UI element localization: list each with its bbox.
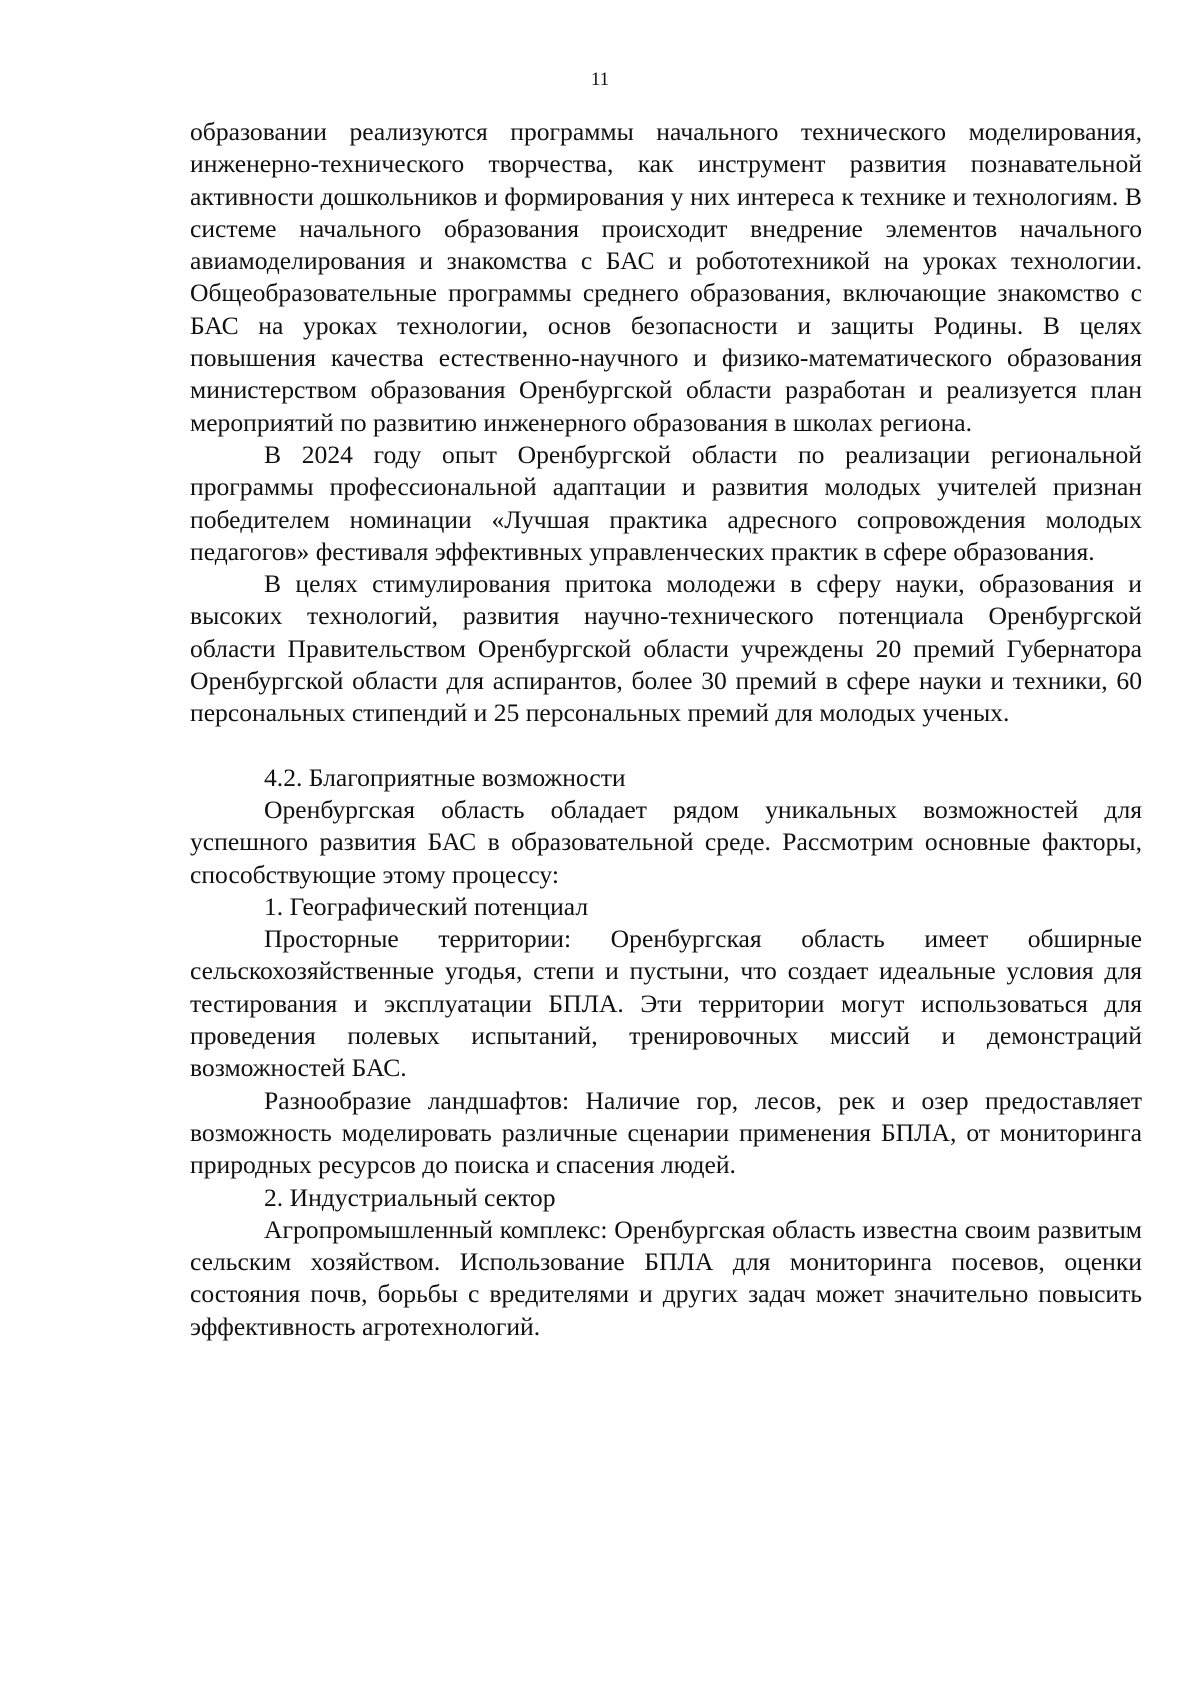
page-number: 11	[590, 69, 610, 90]
paragraph-landscape-diversity: Разнообразие ландшафтов: Наличие гор, лесов, рек и озер предоставляет возможность моделировать различные сценарии применения БПЛА, от мониторинга природных ресурсов до поиска и спасения людей.	[190, 1085, 1142, 1180]
list-item-industrial-sector: 2. Индустриальный сектор	[264, 1182, 556, 1212]
paragraph-youth-science-incentives: В целях стимулирования притока молодежи в сферу науки, образования и высоких технологий, развития научно-технического потенциала Оренбургской области Правительством Оренбургской области учреждены 20 премий Губернатора Оренбургской области для аспирантов, более 30 премий в сфере науки и техники, 60 персональных стипендий и 25 персональных премий для молодых ученых.	[190, 569, 1142, 728]
paragraph-young-teachers-award: В 2024 году опыт Оренбургской области по реализации региональной программы профессиональной адаптации и развития молодых учителей признан победителем номинации «Лучшая практика адресного сопровождения молодых педагогов» фестиваля эффективных управленческих практик в сфере образования.	[190, 439, 1142, 566]
section-heading-opportunities: 4.2. Благоприятные возможности	[264, 762, 626, 792]
paragraph-opportunities-intro: Оренбургская область обладает рядом уникальных возможностей для успешного развития БАС в образовательной среде. Рассмотрим основные факторы, способствующие этому процессу:	[190, 794, 1142, 889]
paragraph-agro-complex: Агропромышленный комплекс: Оренбургская область известна своим развитым сельским хозяйством. Использование БПЛА для мониторинга посевов, оценки состояния почв, борьбы с вредителями и других задач может значительно повысить эффективность агротехнологий.	[190, 1214, 1142, 1341]
document-body	[190, 116, 1142, 1343]
paragraph-spacious-territories: Просторные территории: Оренбургская область имеет обширные сельскохозяйственные угодья, степи и пустыни, что создает идеальные условия для тестирования и эксплуатации БПЛА. Эти территории могут использоваться для проведения полевых испытаний, тренировочных миссий и демонстраций возможностей БАС.	[190, 924, 1142, 1083]
paragraph-education-programs: образовании реализуются программы начального технического моделирования, инженерно-технического творчества, как инструмент развития познавательной активности дошкольников и формирования у них интереса к технике и технологиям. В системе начального образования происходит внедрение элементов начального авиамоделирования и знакомства с БАС и робототехникой на уроках технологии. Общеобразовательные программы среднего образования, включающие знакомство с БАС на уроках технологии, основ безопасности и защиты Родины. В целях повышения качества естественно-научного и физико-математического образования министерством образования Оренбургской области разработан и реализуется план мероприятий по развитию инженерного образования в школах региона.	[190, 117, 1142, 437]
list-item-geographic-potential: 1. Географический потенциал	[264, 891, 589, 921]
